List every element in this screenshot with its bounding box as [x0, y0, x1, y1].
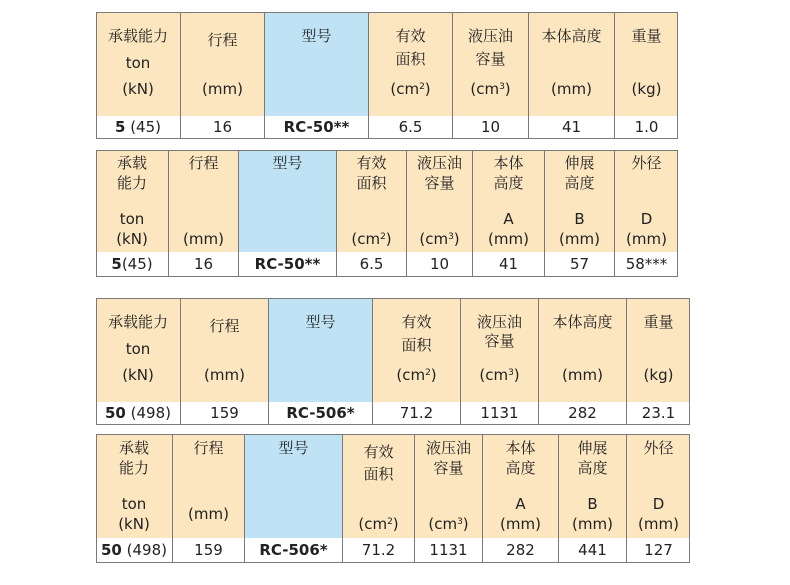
cell-stroke: 159 — [180, 402, 268, 424]
header-outer-diameter: 外径 D (mm) — [626, 435, 690, 539]
header-extended-height: 伸展 高度 B (mm) — [558, 435, 626, 539]
cell-height: 41 — [528, 116, 614, 138]
header-oil-capacity: 液压油 容量 $(cm^3)$ — [414, 435, 482, 539]
table-frame — [96, 150, 678, 276]
header-body-height: 本体高度 (mm) — [528, 13, 614, 117]
header-capacity: 承载能力 ton (kN) — [107, 27, 168, 98]
header-capacity: 承载 能力 ton (kN) — [118, 439, 150, 533]
cell-height: 282 — [538, 402, 626, 424]
cell-oil: 10 — [452, 116, 528, 138]
cell-oil: 1131 — [414, 538, 482, 562]
cell-stroke: 159 — [172, 538, 244, 562]
header-weight: 重量 (kg) — [626, 299, 690, 403]
header-oil-capacity: 液压油 容量 $(cm^3)$ — [460, 299, 538, 403]
spec-table-rc506-basic — [96, 298, 690, 424]
header-extended-height: 伸展 高度 B (mm) — [544, 151, 614, 253]
cell-area: 71.2 — [372, 402, 460, 424]
header-model: 型号 — [264, 13, 368, 117]
cell-stroke: 16 — [180, 116, 264, 138]
cell-weight: 23.1 — [626, 402, 690, 424]
header-oil-capacity: 液压油 容量 $(cm^3)$ — [452, 13, 528, 117]
cell-model: RC-50** — [238, 252, 336, 276]
header-capacity: 承载能力 ton (kN) — [107, 313, 168, 384]
header-stroke: 行程 (mm) — [180, 13, 264, 117]
table-frame — [96, 12, 678, 138]
cell-weight: 1.0 — [614, 116, 678, 138]
cell-outer-diameter: 127 — [626, 538, 690, 562]
cell-height: 282 — [482, 538, 558, 562]
cell-capacity: 5(45) — [111, 255, 153, 273]
cell-model: RC-50** — [264, 116, 368, 138]
header-body-height: 本体高度 (mm) — [538, 299, 626, 403]
cell-model: RC-506* — [244, 538, 342, 562]
cell-area: 71.2 — [342, 538, 414, 562]
cell-extended-height: 441 — [558, 538, 626, 562]
cell-area: 6.5 — [368, 116, 452, 138]
spec-table-rc50-basic — [96, 12, 678, 138]
header-body-height: 本体 高度 A (mm) — [482, 435, 558, 539]
cell-area: 6.5 — [336, 252, 406, 276]
table-frame — [96, 434, 690, 562]
cell-height: 41 — [472, 252, 544, 276]
header-stroke: 行程 (mm) — [180, 299, 268, 403]
cell-extended-height: 57 — [544, 252, 614, 276]
cell-model: RC-506* — [268, 402, 372, 424]
header-stroke: 行程 (mm) — [172, 435, 244, 539]
header-model: 型号 — [244, 435, 342, 539]
cell-oil: 1131 — [460, 402, 538, 424]
cell-stroke: 16 — [168, 252, 238, 276]
header-oil-capacity: 液压油 容量 $(cm^3)$ — [406, 151, 472, 253]
table-frame — [96, 298, 690, 424]
header-effective-area: 有效 面积 $(cm^2)$ — [372, 299, 460, 403]
header-outer-diameter: 外径 D (mm) — [614, 151, 678, 253]
cell-capacity: 5 (45) — [115, 118, 161, 136]
header-capacity: 承载 能力 ton (kN) — [116, 154, 148, 248]
header-model: 型号 — [238, 151, 336, 253]
header-effective-area: 有效 面积 $(cm^2)$ — [368, 13, 452, 117]
header-effective-area: 有效 面积 $(cm^2)$ — [336, 151, 406, 253]
header-model: 型号 — [268, 299, 372, 403]
cell-capacity: 50 (498) — [105, 404, 171, 422]
spec-table-rc50-dimensions — [96, 150, 678, 276]
header-body-height: 本体 高度 A (mm) — [472, 151, 544, 253]
cell-outer-diameter: 58*** — [614, 252, 678, 276]
cell-oil: 10 — [406, 252, 472, 276]
header-stroke: 行程 (mm) — [168, 151, 238, 253]
cell-capacity: 50 (498) — [101, 541, 167, 559]
header-effective-area: 有效 面积 $(cm^2)$ — [342, 435, 414, 539]
spec-table-rc506-dimensions — [96, 434, 690, 562]
header-weight: 重量 (kg) — [614, 13, 678, 117]
